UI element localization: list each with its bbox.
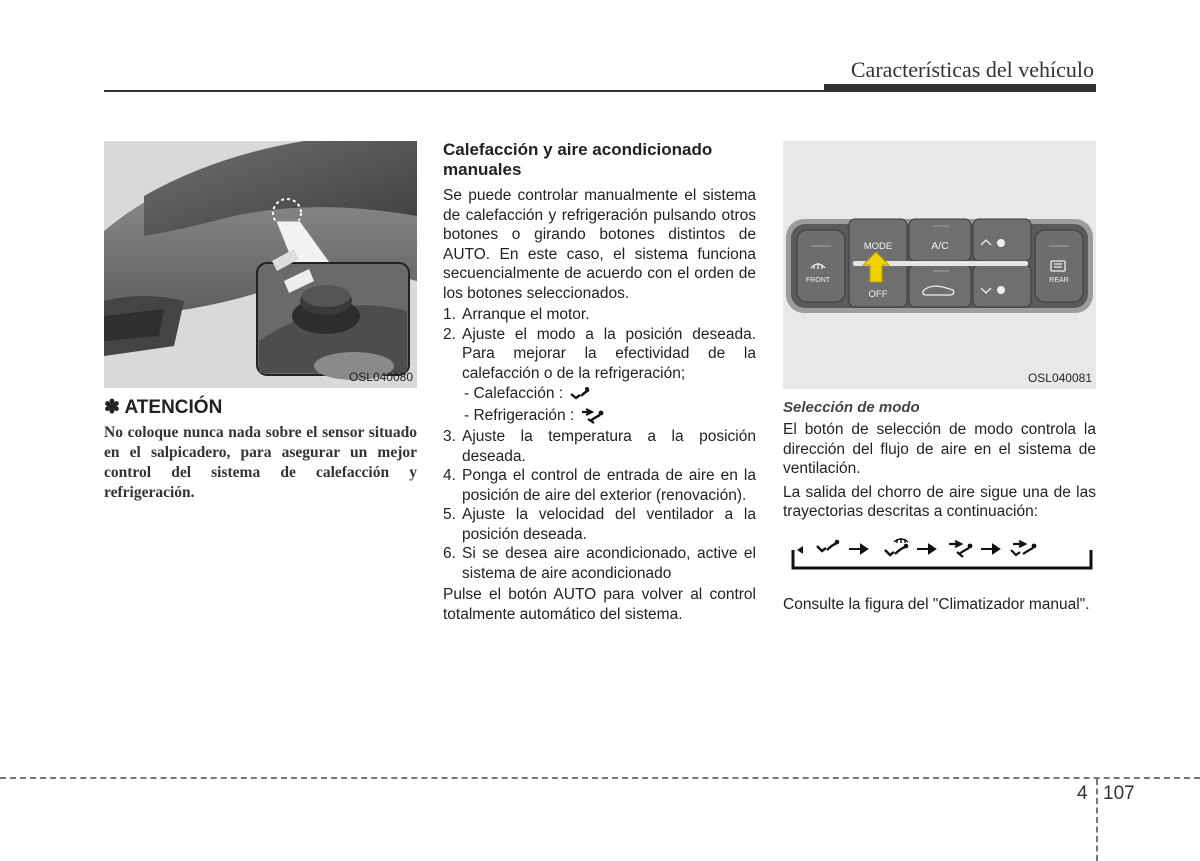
list-item: 5. Ajuste la velocidad del ventilador a la posición deseada. xyxy=(443,506,756,543)
climate-panel-figure xyxy=(783,141,1096,389)
left-column xyxy=(104,141,417,503)
page-number: 107 xyxy=(1103,783,1135,804)
warning-body: No coloque nunca nada sobre el sensor situado en el salpicadero, para asegurar un mejor control del sistema de calefacción y refrigeración. xyxy=(104,424,417,501)
steps-list xyxy=(443,305,756,383)
mode-button-label: MODE xyxy=(863,241,893,252)
steps-list-continued xyxy=(443,427,756,583)
figure-code: OSL040080 xyxy=(348,370,413,384)
list-item: 2. Ajuste el modo a la posición deseada. Para mejorar la efectividad de la calefacción o de la refrigeración; xyxy=(443,325,756,382)
list-item: 4. Ponga el control de entrada de aire en la posición de aire del exterior (renovación). xyxy=(443,467,756,504)
footer-vertical-rule xyxy=(1096,779,1098,861)
chapter-number: 4 xyxy=(1077,783,1088,804)
face-vent-icon xyxy=(580,407,606,425)
mode-paragraph-2: La salida del chorro de aire sigue una de las trayectorias descritas a continuación: xyxy=(783,483,1096,520)
middle-column xyxy=(443,140,756,624)
footer-rule xyxy=(0,777,1200,779)
header-rule-thick xyxy=(824,84,1096,92)
cooling-mode-item: - Refrigeración : xyxy=(443,405,756,427)
defrost-floor-icon xyxy=(894,538,908,543)
off-button-label: OFF xyxy=(868,289,888,300)
mode-paragraph-1: El botón de selección de modo controla la dirección del flujo de aire en el sistema de ventilación. xyxy=(783,421,1096,477)
figure-code: OSL040081 xyxy=(1027,371,1092,385)
bi-level-vent-icon xyxy=(1011,541,1033,555)
list-item: 6. Si se desea aire acondicionado, active el sistema de aire acondicionado xyxy=(443,545,756,582)
intro-paragraph: Se puede controlar manualmente el sistema de calefacción y refrigeración pulsando otros botones o girando botones distintos de AUTO. En este caso, el sistema funciona secuencialmente de acuerdo con el orden de los botones seleccionados. xyxy=(443,187,756,302)
see-figure-paragraph: Consulte la figura del "Climatizador manual". xyxy=(783,595,1090,613)
heating-mode-item: - Calefacción : xyxy=(443,383,756,405)
front-defrost-label: FRONT xyxy=(805,277,831,284)
outro-paragraph: Pulse el botón AUTO para volver al control totalmente automático del sistema. xyxy=(443,586,756,623)
sensor-figure xyxy=(104,141,417,388)
right-column xyxy=(783,141,1096,614)
climate-control-panel xyxy=(783,141,1096,389)
header-rule xyxy=(104,90,824,92)
face-vent-icon xyxy=(949,541,969,557)
list-item: 3. Ajuste la temperatura a la posición deseada. xyxy=(443,428,756,465)
rear-defrost-label: REAR xyxy=(1049,277,1069,284)
airflow-sequence-diagram xyxy=(789,536,1096,579)
mode-selection-heading: Selección de modo xyxy=(783,399,920,416)
floor-vent-icon xyxy=(817,543,837,551)
list-item: 1. Arranque el motor. xyxy=(443,306,590,323)
floor-vent-icon xyxy=(569,386,591,402)
ac-button-label: A/C xyxy=(931,240,949,252)
dashboard-sensor-illustration xyxy=(104,141,417,388)
warning-title: ✽ ATENCIÓN xyxy=(104,397,223,418)
running-header-title: Características del vehículo xyxy=(850,57,1094,82)
section-title: Calefacción y aire acondicionado manuales xyxy=(443,140,713,179)
